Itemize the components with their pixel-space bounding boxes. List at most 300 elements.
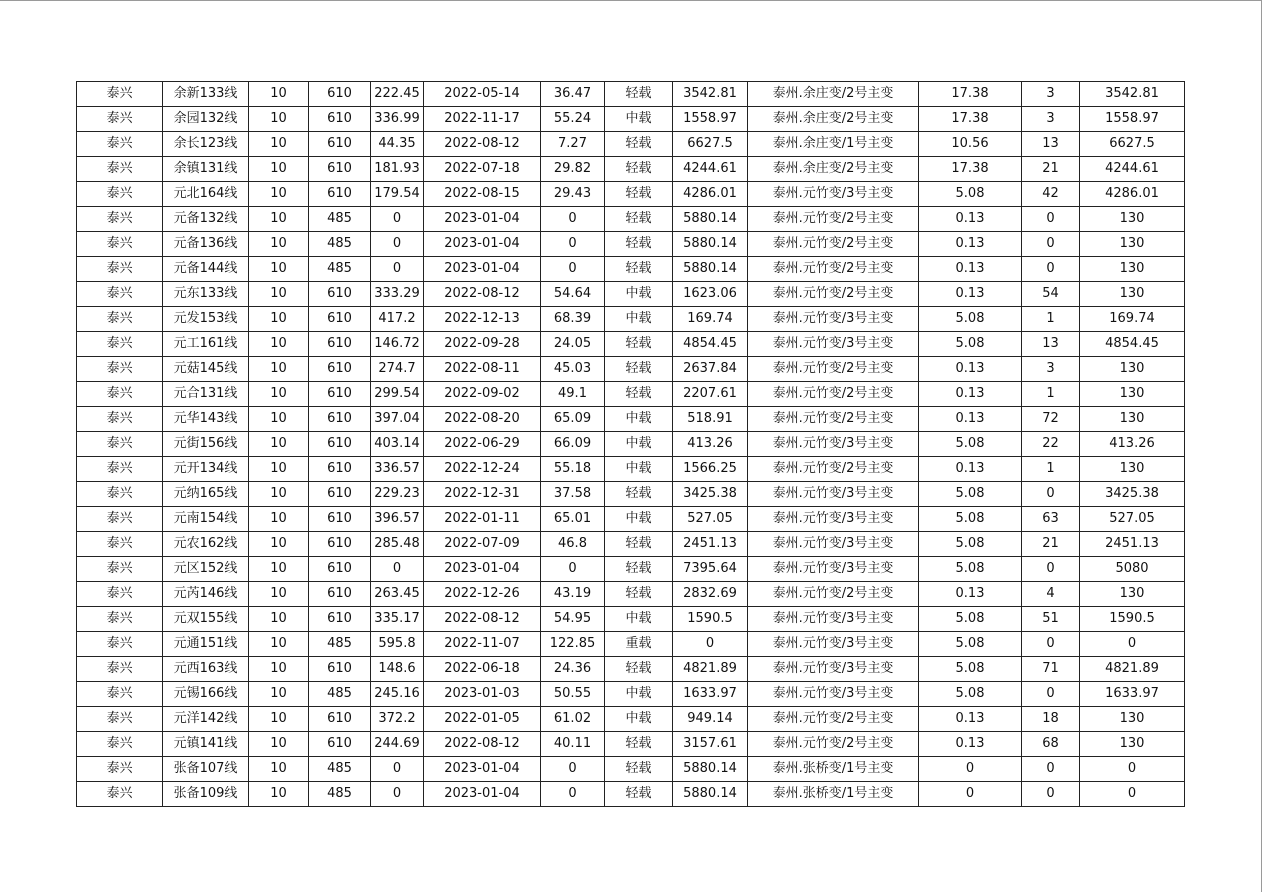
table-row <box>77 782 1185 807</box>
cell-load-status: 中载 <box>605 507 673 532</box>
cell-voltage: 10 <box>249 107 309 132</box>
cell-transformer-value: 5.08 <box>919 682 1022 707</box>
cell-load-status: 轻载 <box>605 132 673 157</box>
cell-voltage: 10 <box>249 357 309 382</box>
cell-load-status: 轻载 <box>605 357 673 382</box>
cell-line-name: 元合131线 <box>163 382 249 407</box>
cell-load-status: 轻载 <box>605 582 673 607</box>
cell-line-name: 元备132线 <box>163 207 249 232</box>
cell-county: 泰兴 <box>77 532 163 557</box>
cell-load: 397.04 <box>371 407 424 432</box>
cell-line-name: 余镇131线 <box>163 157 249 182</box>
table-row <box>77 382 1185 407</box>
cell-county: 泰兴 <box>77 682 163 707</box>
table-row <box>77 232 1185 257</box>
cell-load-rate: 36.47 <box>541 82 605 107</box>
cell-load-status: 轻载 <box>605 232 673 257</box>
cell-load: 146.72 <box>371 332 424 357</box>
cell-load: 181.93 <box>371 157 424 182</box>
cell-count: 0 <box>1022 682 1080 707</box>
cell-line-name: 元备136线 <box>163 232 249 257</box>
cell-load-rate: 0 <box>541 207 605 232</box>
table-row <box>77 307 1185 332</box>
cell-load-status: 中载 <box>605 307 673 332</box>
cell-available: 1558.97 <box>673 107 748 132</box>
cell-county: 泰兴 <box>77 732 163 757</box>
cell-load-status: 中载 <box>605 457 673 482</box>
cell-load: 299.54 <box>371 382 424 407</box>
cell-load-rate: 55.18 <box>541 457 605 482</box>
cell-open-capacity: 1633.97 <box>1080 682 1185 707</box>
table-row <box>77 682 1185 707</box>
cell-voltage: 10 <box>249 532 309 557</box>
cell-transformer: 泰州.元竹变/2号主变 <box>748 732 919 757</box>
table-row <box>77 457 1185 482</box>
cell-open-capacity: 5080 <box>1080 557 1185 582</box>
cell-transformer-value: 0.13 <box>919 382 1022 407</box>
cell-date: 2022-01-05 <box>424 707 541 732</box>
cell-transformer: 泰州.元竹变/3号主变 <box>748 432 919 457</box>
cell-voltage: 10 <box>249 232 309 257</box>
cell-capacity: 485 <box>309 757 371 782</box>
table-row <box>77 607 1185 632</box>
cell-available: 4821.89 <box>673 657 748 682</box>
cell-available: 0 <box>673 632 748 657</box>
table-row <box>77 432 1185 457</box>
cell-count: 1 <box>1022 457 1080 482</box>
cell-available: 5880.14 <box>673 232 748 257</box>
table-row <box>77 182 1185 207</box>
cell-count: 21 <box>1022 532 1080 557</box>
cell-load-status: 中载 <box>605 607 673 632</box>
cell-available: 2451.13 <box>673 532 748 557</box>
cell-county: 泰兴 <box>77 307 163 332</box>
cell-count: 0 <box>1022 207 1080 232</box>
data-table <box>76 81 1185 807</box>
cell-county: 泰兴 <box>77 432 163 457</box>
cell-county: 泰兴 <box>77 107 163 132</box>
cell-transformer-value: 0 <box>919 757 1022 782</box>
cell-county: 泰兴 <box>77 407 163 432</box>
cell-county: 泰兴 <box>77 382 163 407</box>
cell-load: 0 <box>371 232 424 257</box>
cell-load-rate: 0 <box>541 757 605 782</box>
cell-date: 2022-08-12 <box>424 282 541 307</box>
cell-count: 63 <box>1022 507 1080 532</box>
cell-available: 169.74 <box>673 307 748 332</box>
cell-capacity: 610 <box>309 482 371 507</box>
cell-transformer-value: 5.08 <box>919 532 1022 557</box>
cell-line-name: 元镇141线 <box>163 732 249 757</box>
cell-load-status: 中载 <box>605 682 673 707</box>
cell-available: 2637.84 <box>673 357 748 382</box>
cell-count: 72 <box>1022 407 1080 432</box>
cell-transformer: 泰州.元竹变/2号主变 <box>748 457 919 482</box>
cell-transformer: 泰州.元竹变/3号主变 <box>748 607 919 632</box>
cell-voltage: 10 <box>249 407 309 432</box>
cell-available: 1623.06 <box>673 282 748 307</box>
cell-load-status: 中载 <box>605 432 673 457</box>
cell-count: 1 <box>1022 307 1080 332</box>
cell-transformer: 泰州.元竹变/3号主变 <box>748 507 919 532</box>
table-row <box>77 707 1185 732</box>
cell-load-status: 中载 <box>605 407 673 432</box>
cell-load-status: 重载 <box>605 632 673 657</box>
page-top-edge <box>0 0 1262 1</box>
cell-transformer: 泰州.元竹变/3号主变 <box>748 557 919 582</box>
cell-capacity: 485 <box>309 207 371 232</box>
cell-open-capacity: 130 <box>1080 582 1185 607</box>
cell-capacity: 610 <box>309 307 371 332</box>
cell-transformer: 泰州.元竹变/2号主变 <box>748 582 919 607</box>
table-row <box>77 357 1185 382</box>
cell-line-name: 元东133线 <box>163 282 249 307</box>
cell-voltage: 10 <box>249 307 309 332</box>
cell-capacity: 610 <box>309 332 371 357</box>
cell-count: 4 <box>1022 582 1080 607</box>
cell-load-rate: 0 <box>541 557 605 582</box>
cell-load-rate: 29.43 <box>541 182 605 207</box>
cell-county: 泰兴 <box>77 282 163 307</box>
cell-load: 0 <box>371 782 424 807</box>
cell-load-status: 轻载 <box>605 757 673 782</box>
cell-date: 2022-09-02 <box>424 382 541 407</box>
cell-capacity: 485 <box>309 682 371 707</box>
cell-voltage: 10 <box>249 582 309 607</box>
cell-load: 274.7 <box>371 357 424 382</box>
table-row <box>77 332 1185 357</box>
cell-load: 417.2 <box>371 307 424 332</box>
cell-capacity: 610 <box>309 507 371 532</box>
cell-date: 2022-12-31 <box>424 482 541 507</box>
cell-transformer-value: 5.08 <box>919 307 1022 332</box>
table-body <box>77 82 1185 807</box>
cell-load: 0 <box>371 557 424 582</box>
cell-available: 413.26 <box>673 432 748 457</box>
cell-voltage: 10 <box>249 207 309 232</box>
cell-count: 54 <box>1022 282 1080 307</box>
table-row <box>77 257 1185 282</box>
cell-count: 0 <box>1022 757 1080 782</box>
cell-capacity: 610 <box>309 282 371 307</box>
cell-load-rate: 43.19 <box>541 582 605 607</box>
cell-transformer-value: 5.08 <box>919 557 1022 582</box>
cell-load: 336.57 <box>371 457 424 482</box>
cell-load-status: 中载 <box>605 282 673 307</box>
cell-county: 泰兴 <box>77 782 163 807</box>
cell-transformer: 泰州.元竹变/3号主变 <box>748 532 919 557</box>
cell-date: 2022-09-28 <box>424 332 541 357</box>
cell-open-capacity: 130 <box>1080 257 1185 282</box>
cell-capacity: 485 <box>309 257 371 282</box>
cell-transformer-value: 10.56 <box>919 132 1022 157</box>
cell-date: 2022-05-14 <box>424 82 541 107</box>
cell-transformer-value: 17.38 <box>919 157 1022 182</box>
cell-available: 518.91 <box>673 407 748 432</box>
cell-count: 51 <box>1022 607 1080 632</box>
cell-county: 泰兴 <box>77 557 163 582</box>
cell-count: 0 <box>1022 257 1080 282</box>
cell-capacity: 610 <box>309 132 371 157</box>
cell-open-capacity: 3542.81 <box>1080 82 1185 107</box>
table-row <box>77 532 1185 557</box>
cell-date: 2022-07-18 <box>424 157 541 182</box>
cell-date: 2022-11-17 <box>424 107 541 132</box>
cell-load-rate: 54.95 <box>541 607 605 632</box>
cell-count: 3 <box>1022 82 1080 107</box>
cell-open-capacity: 1590.5 <box>1080 607 1185 632</box>
cell-available: 2207.61 <box>673 382 748 407</box>
cell-date: 2023-01-04 <box>424 757 541 782</box>
cell-load-rate: 54.64 <box>541 282 605 307</box>
cell-line-name: 元锡166线 <box>163 682 249 707</box>
cell-open-capacity: 130 <box>1080 282 1185 307</box>
cell-count: 1 <box>1022 382 1080 407</box>
cell-voltage: 10 <box>249 382 309 407</box>
table-row <box>77 107 1185 132</box>
cell-available: 5880.14 <box>673 782 748 807</box>
cell-transformer: 泰州.余庄变/2号主变 <box>748 157 919 182</box>
cell-line-name: 元南154线 <box>163 507 249 532</box>
cell-available: 2832.69 <box>673 582 748 607</box>
cell-available: 7395.64 <box>673 557 748 582</box>
cell-capacity: 610 <box>309 82 371 107</box>
cell-capacity: 610 <box>309 182 371 207</box>
cell-line-name: 元洋142线 <box>163 707 249 732</box>
cell-line-name: 元北164线 <box>163 182 249 207</box>
cell-capacity: 610 <box>309 532 371 557</box>
cell-line-name: 元纳165线 <box>163 482 249 507</box>
cell-load: 263.45 <box>371 582 424 607</box>
cell-load-rate: 68.39 <box>541 307 605 332</box>
cell-date: 2023-01-03 <box>424 682 541 707</box>
cell-transformer-value: 5.08 <box>919 332 1022 357</box>
cell-count: 22 <box>1022 432 1080 457</box>
cell-open-capacity: 2451.13 <box>1080 532 1185 557</box>
cell-line-name: 元开134线 <box>163 457 249 482</box>
cell-available: 5880.14 <box>673 207 748 232</box>
cell-voltage: 10 <box>249 332 309 357</box>
cell-capacity: 610 <box>309 432 371 457</box>
cell-capacity: 610 <box>309 657 371 682</box>
cell-line-name: 余新133线 <box>163 82 249 107</box>
table-row <box>77 582 1185 607</box>
cell-county: 泰兴 <box>77 207 163 232</box>
cell-load-rate: 24.05 <box>541 332 605 357</box>
cell-line-name: 元备144线 <box>163 257 249 282</box>
cell-transformer: 泰州.余庄变/2号主变 <box>748 82 919 107</box>
cell-count: 3 <box>1022 357 1080 382</box>
cell-transformer: 泰州.元竹变/3号主变 <box>748 182 919 207</box>
cell-capacity: 610 <box>309 407 371 432</box>
cell-load-status: 轻载 <box>605 732 673 757</box>
cell-transformer: 泰州.元竹变/3号主变 <box>748 307 919 332</box>
cell-load: 595.8 <box>371 632 424 657</box>
cell-county: 泰兴 <box>77 607 163 632</box>
cell-open-capacity: 3425.38 <box>1080 482 1185 507</box>
cell-transformer: 泰州.余庄变/1号主变 <box>748 132 919 157</box>
cell-county: 泰兴 <box>77 157 163 182</box>
cell-load-status: 轻载 <box>605 557 673 582</box>
cell-line-name: 余长123线 <box>163 132 249 157</box>
cell-capacity: 485 <box>309 632 371 657</box>
cell-load-status: 轻载 <box>605 257 673 282</box>
cell-load: 336.99 <box>371 107 424 132</box>
cell-voltage: 10 <box>249 732 309 757</box>
cell-line-name: 元农162线 <box>163 532 249 557</box>
cell-count: 18 <box>1022 707 1080 732</box>
cell-transformer: 泰州.张桥变/1号主变 <box>748 782 919 807</box>
cell-county: 泰兴 <box>77 457 163 482</box>
cell-date: 2022-06-29 <box>424 432 541 457</box>
cell-available: 1566.25 <box>673 457 748 482</box>
cell-line-name: 元区152线 <box>163 557 249 582</box>
cell-date: 2022-08-11 <box>424 357 541 382</box>
cell-transformer-value: 0.13 <box>919 232 1022 257</box>
cell-county: 泰兴 <box>77 357 163 382</box>
cell-voltage: 10 <box>249 157 309 182</box>
cell-county: 泰兴 <box>77 582 163 607</box>
cell-load-rate: 7.27 <box>541 132 605 157</box>
cell-load-rate: 66.09 <box>541 432 605 457</box>
cell-load-rate: 50.55 <box>541 682 605 707</box>
cell-county: 泰兴 <box>77 132 163 157</box>
cell-transformer: 泰州.元竹变/2号主变 <box>748 357 919 382</box>
cell-transformer: 泰州.元竹变/3号主变 <box>748 682 919 707</box>
cell-transformer-value: 5.08 <box>919 432 1022 457</box>
cell-line-name: 元芮146线 <box>163 582 249 607</box>
cell-load-rate: 37.58 <box>541 482 605 507</box>
cell-open-capacity: 169.74 <box>1080 307 1185 332</box>
cell-count: 3 <box>1022 107 1080 132</box>
cell-capacity: 610 <box>309 382 371 407</box>
cell-available: 949.14 <box>673 707 748 732</box>
cell-date: 2022-12-24 <box>424 457 541 482</box>
cell-date: 2023-01-04 <box>424 257 541 282</box>
cell-load-rate: 24.36 <box>541 657 605 682</box>
cell-count: 42 <box>1022 182 1080 207</box>
cell-transformer-value: 5.08 <box>919 482 1022 507</box>
cell-transformer-value: 0.13 <box>919 457 1022 482</box>
cell-line-name: 元通151线 <box>163 632 249 657</box>
cell-load: 335.17 <box>371 607 424 632</box>
cell-transformer-value: 5.08 <box>919 657 1022 682</box>
cell-count: 13 <box>1022 132 1080 157</box>
cell-load: 179.54 <box>371 182 424 207</box>
cell-load-rate: 29.82 <box>541 157 605 182</box>
cell-count: 13 <box>1022 332 1080 357</box>
cell-load-status: 轻载 <box>605 782 673 807</box>
cell-transformer: 泰州.元竹变/2号主变 <box>748 407 919 432</box>
cell-count: 0 <box>1022 482 1080 507</box>
cell-load: 0 <box>371 757 424 782</box>
cell-load: 0 <box>371 257 424 282</box>
cell-county: 泰兴 <box>77 257 163 282</box>
cell-available: 4854.45 <box>673 332 748 357</box>
cell-county: 泰兴 <box>77 182 163 207</box>
cell-date: 2022-08-12 <box>424 607 541 632</box>
cell-load: 403.14 <box>371 432 424 457</box>
cell-transformer-value: 17.38 <box>919 107 1022 132</box>
cell-voltage: 10 <box>249 607 309 632</box>
cell-county: 泰兴 <box>77 332 163 357</box>
cell-load: 244.69 <box>371 732 424 757</box>
cell-available: 3425.38 <box>673 482 748 507</box>
cell-open-capacity: 4854.45 <box>1080 332 1185 357</box>
cell-transformer: 泰州.元竹变/2号主变 <box>748 282 919 307</box>
cell-transformer-value: 0.13 <box>919 282 1022 307</box>
cell-open-capacity: 0 <box>1080 757 1185 782</box>
cell-available: 3157.61 <box>673 732 748 757</box>
cell-load-status: 轻载 <box>605 657 673 682</box>
cell-open-capacity: 4821.89 <box>1080 657 1185 682</box>
cell-voltage: 10 <box>249 82 309 107</box>
cell-available: 6627.5 <box>673 132 748 157</box>
cell-county: 泰兴 <box>77 757 163 782</box>
cell-open-capacity: 130 <box>1080 382 1185 407</box>
cell-load-rate: 49.1 <box>541 382 605 407</box>
cell-line-name: 元西163线 <box>163 657 249 682</box>
cell-load: 44.35 <box>371 132 424 157</box>
cell-capacity: 610 <box>309 607 371 632</box>
cell-open-capacity: 1558.97 <box>1080 107 1185 132</box>
cell-open-capacity: 527.05 <box>1080 507 1185 532</box>
cell-load-status: 轻载 <box>605 157 673 182</box>
cell-transformer: 泰州.元竹变/2号主变 <box>748 257 919 282</box>
table-row <box>77 157 1185 182</box>
cell-line-name: 元街156线 <box>163 432 249 457</box>
cell-line-name: 张备109线 <box>163 782 249 807</box>
cell-date: 2022-01-11 <box>424 507 541 532</box>
cell-open-capacity: 130 <box>1080 207 1185 232</box>
cell-load-status: 中载 <box>605 707 673 732</box>
cell-voltage: 10 <box>249 132 309 157</box>
cell-transformer: 泰州.元竹变/3号主变 <box>748 482 919 507</box>
cell-transformer-value: 0.13 <box>919 732 1022 757</box>
cell-load-status: 轻载 <box>605 332 673 357</box>
cell-open-capacity: 130 <box>1080 457 1185 482</box>
cell-line-name: 元发153线 <box>163 307 249 332</box>
cell-voltage: 10 <box>249 682 309 707</box>
cell-load-rate: 55.24 <box>541 107 605 132</box>
cell-available: 527.05 <box>673 507 748 532</box>
cell-load-rate: 40.11 <box>541 732 605 757</box>
cell-capacity: 610 <box>309 582 371 607</box>
cell-transformer: 泰州.元竹变/3号主变 <box>748 657 919 682</box>
cell-count: 68 <box>1022 732 1080 757</box>
cell-transformer-value: 5.08 <box>919 607 1022 632</box>
cell-voltage: 10 <box>249 757 309 782</box>
cell-transformer-value: 0.13 <box>919 582 1022 607</box>
table-row <box>77 82 1185 107</box>
cell-capacity: 610 <box>309 457 371 482</box>
cell-load: 285.48 <box>371 532 424 557</box>
cell-capacity: 610 <box>309 357 371 382</box>
cell-count: 0 <box>1022 782 1080 807</box>
cell-date: 2023-01-04 <box>424 557 541 582</box>
table-row <box>77 732 1185 757</box>
cell-line-name: 元华143线 <box>163 407 249 432</box>
cell-voltage: 10 <box>249 457 309 482</box>
cell-open-capacity: 6627.5 <box>1080 132 1185 157</box>
cell-load: 0 <box>371 207 424 232</box>
cell-load: 372.2 <box>371 707 424 732</box>
table-row <box>77 557 1185 582</box>
cell-load: 229.23 <box>371 482 424 507</box>
cell-open-capacity: 4244.61 <box>1080 157 1185 182</box>
cell-open-capacity: 4286.01 <box>1080 182 1185 207</box>
cell-transformer-value: 0.13 <box>919 407 1022 432</box>
